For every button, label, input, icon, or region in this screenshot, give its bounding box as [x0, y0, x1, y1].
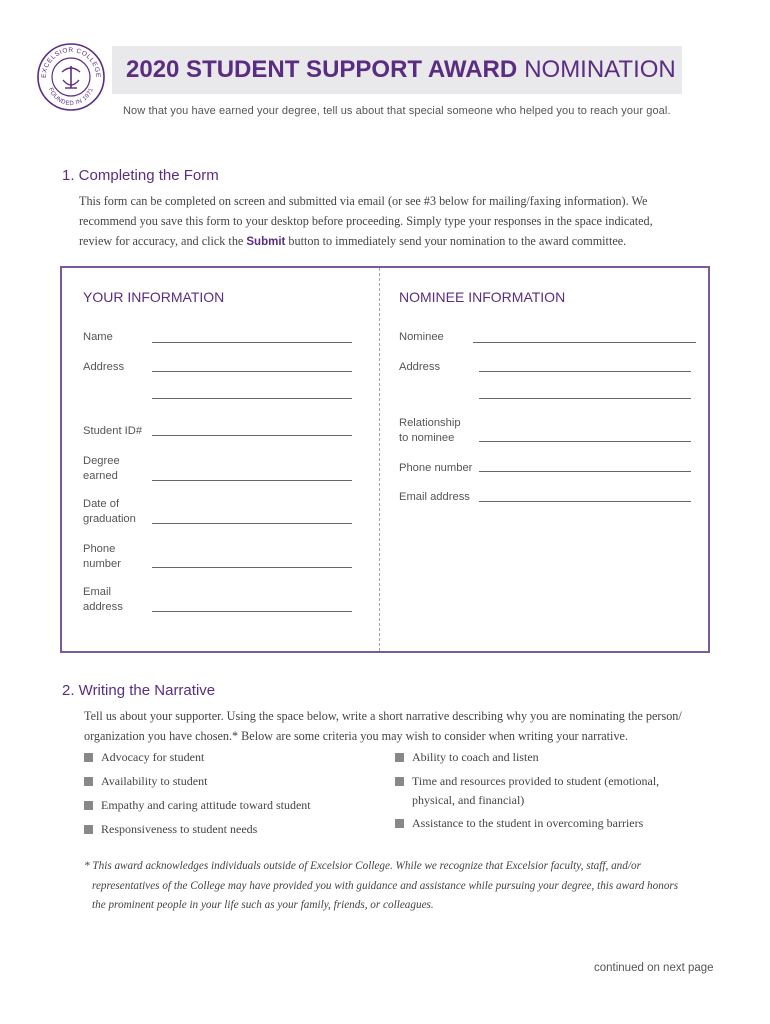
phone-number-field[interactable]	[152, 567, 352, 568]
footnote-line-2: representatives of the College may have provided you with guidance and assistance while pursuing your degree, this award honors	[92, 879, 679, 892]
bullet-square-icon	[395, 819, 404, 828]
phone-label-line-2: number	[83, 558, 121, 570]
section2-line-2: organization you have chosen.* Below are some criteria you may wish to consider when writing your narrative.	[84, 729, 628, 743]
email-address-label	[83, 585, 123, 615]
address-field-line-2[interactable]	[152, 398, 352, 399]
criteria-item	[84, 820, 257, 839]
degree-label-line-2: earned	[83, 470, 118, 482]
college-seal-logo	[36, 42, 106, 112]
student-id-label: Student ID#	[83, 425, 143, 437]
svg-text:EXCELSIOR COLLEGE: EXCELSIOR COLLEGE	[40, 47, 102, 79]
nominee-address-label: Address	[399, 361, 441, 373]
address-field-line-1[interactable]	[152, 371, 352, 372]
information-form-box	[60, 266, 710, 653]
section1-line-3	[79, 231, 653, 252]
section2-title: 2. Writing the Narrative	[62, 682, 216, 699]
degree-label-line-1: Degree	[83, 455, 120, 467]
criteria-text	[412, 772, 659, 810]
nominee-email-label: Email address	[399, 491, 470, 503]
criteria-item	[84, 748, 204, 767]
bullet-square-icon	[84, 825, 93, 834]
bullet-square-icon	[395, 777, 404, 786]
criteria-text: Ability to coach and listen	[412, 750, 539, 764]
criteria-text: Empathy and caring attitude toward student	[101, 798, 311, 812]
criteria-text: Advocacy for student	[101, 750, 205, 764]
phone-label-line-1: Phone	[83, 543, 116, 555]
section1-line-3-start: review for accuracy, and click the	[79, 234, 247, 248]
student-id-field[interactable]	[152, 435, 352, 436]
svg-text:FOUNDED IN 1971: FOUNDED IN 1971	[47, 87, 95, 108]
bullet-square-icon	[84, 753, 93, 762]
date-label-line-2: graduation	[83, 513, 136, 525]
criteria-item	[395, 748, 539, 767]
nominee-information-heading: NOMINEE INFORMATION	[399, 289, 566, 305]
criteria-item	[395, 814, 643, 833]
column-divider	[379, 268, 380, 651]
footnote-line-1: * This award acknowledges individuals outside of Excelsior College. While we recognize that Excelsior faculty, staff, and/or	[84, 860, 641, 872]
graduation-date-field[interactable]	[152, 523, 352, 524]
name-label: Name	[83, 331, 113, 343]
section1-paragraph	[79, 191, 653, 252]
relationship-label-line-1: Relationship	[399, 417, 461, 429]
title-bold-text: 2020 STUDENT SUPPORT AWARD	[126, 56, 518, 83]
section1-line-2: recommend you save this form to your desktop before proceeding. Simply type your responses in the space indicated,	[79, 214, 653, 228]
section2-line-1: Tell us about your supporter. Using the space below, write a short narrative describing why you are nominating the person/	[84, 709, 682, 723]
section1-line-3-end: button to immediately send your nomination to the award committee.	[285, 234, 627, 248]
phone-number-label	[83, 542, 121, 572]
bullet-square-icon	[84, 801, 93, 810]
relationship-label	[399, 416, 461, 446]
nominee-phone-field[interactable]	[479, 471, 691, 472]
nominee-phone-label: Phone number	[399, 462, 473, 474]
criteria-text: Assistance to the student in overcoming barriers	[412, 816, 644, 830]
nominee-email-field[interactable]	[479, 501, 691, 502]
continued-on-next-page: continued on next page	[594, 962, 714, 974]
degree-earned-field[interactable]	[152, 480, 352, 481]
email-label-line-2: address	[83, 601, 123, 613]
relationship-label-line-2: to nominee	[399, 432, 455, 444]
section2-paragraph	[84, 706, 682, 746]
title-light-text: NOMINATION	[524, 56, 676, 83]
criteria-text-line-2: physical, and financial)	[412, 793, 525, 807]
footnote-line-3: the prominent people in your life such as your family, friends, or colleagues.	[92, 899, 434, 911]
graduation-date-label	[83, 497, 136, 527]
date-label-line-1: Date of	[83, 498, 120, 510]
bullet-square-icon	[84, 777, 93, 786]
degree-earned-label	[83, 454, 120, 484]
criteria-item	[84, 772, 207, 791]
relationship-field[interactable]	[479, 441, 691, 442]
email-label-line-1: Email	[83, 586, 111, 598]
page-subtitle: Now that you have earned your degree, tell us about that special someone who helped you to reach your goal.	[123, 105, 671, 117]
nominee-address-field-line-2[interactable]	[479, 398, 691, 399]
your-information-heading: YOUR INFORMATION	[83, 289, 225, 305]
bullet-square-icon	[395, 753, 404, 762]
criteria-item	[395, 772, 659, 810]
section1-title: 1. Completing the Form	[62, 167, 219, 184]
section1-line-1: This form can be completed on screen and submitted via email (or see #3 below for mailing/faxing information). We	[79, 194, 648, 208]
criteria-text: Availability to student	[101, 774, 208, 788]
page-title	[112, 46, 682, 94]
criteria-text-line-1: Time and resources provided to student (emotional,	[412, 774, 660, 788]
nominee-label: Nominee	[399, 331, 444, 343]
name-field[interactable]	[152, 342, 352, 343]
criteria-item	[84, 796, 311, 815]
criteria-text: Responsiveness to student needs	[101, 822, 258, 836]
footnote	[84, 857, 724, 916]
address-label: Address	[83, 361, 125, 373]
nominee-address-field-line-1[interactable]	[479, 371, 691, 372]
email-address-field[interactable]	[152, 611, 352, 612]
submit-link[interactable]: Submit	[246, 236, 286, 248]
nominee-field[interactable]	[473, 342, 696, 343]
